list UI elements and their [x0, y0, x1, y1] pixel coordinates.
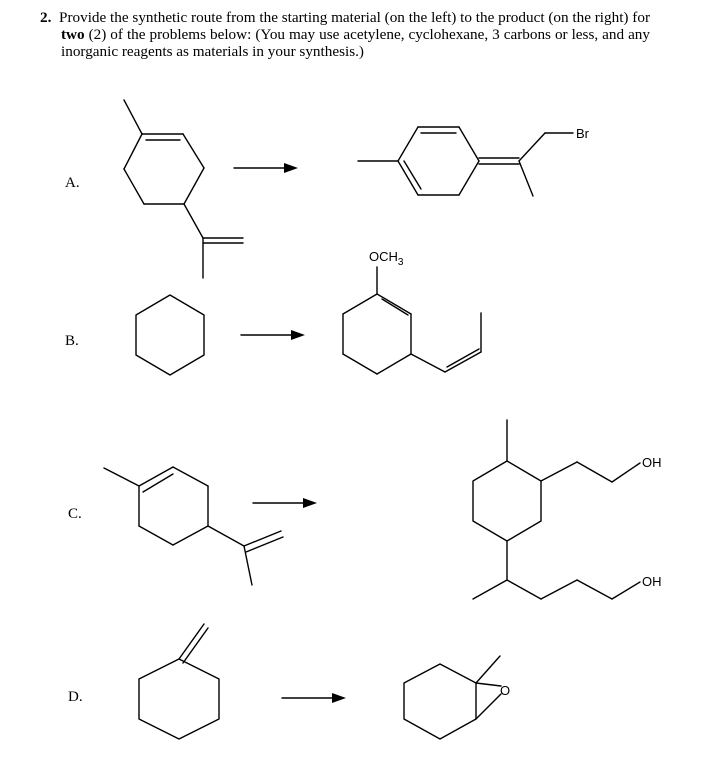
product-c-oh-label-bottom: OH [642, 574, 662, 589]
product-a-br-label: Br [576, 126, 589, 141]
product-b-methoxy-label: $OCH_3$ [369, 249, 404, 268]
problem-b-starting-material [136, 295, 204, 375]
problem-a-arrow [234, 163, 298, 173]
problem-c-product [473, 420, 662, 599]
question-number: 2. [40, 9, 52, 26]
question-text-part1: Provide the synthetic route from the starting material (on the left) to the product (on the right) for [59, 9, 650, 26]
product-c-oh-label-top: OH [642, 455, 662, 470]
problem-label-a: A. [65, 175, 80, 191]
problem-d-starting-material [139, 624, 219, 739]
problem-d-product [404, 656, 510, 739]
problem-c-starting-material [104, 467, 283, 585]
question-bold-word: two [61, 26, 85, 43]
problem-d-arrow [282, 693, 346, 703]
problem-label-d: D. [68, 689, 83, 705]
problem-b-arrow [241, 330, 305, 340]
problem-a-product [358, 126, 590, 196]
problem-c-arrow [253, 498, 317, 508]
problem-a-starting-material [124, 100, 243, 278]
problem-label-c: C. [68, 506, 82, 522]
problem-label-b: B. [65, 333, 79, 349]
question-text-part2: (2) of the problems below: (You may use acetylene, cyclohexane, 3 carbons or less, and any inorganic reagents as materials in your synthesis.) [61, 26, 650, 60]
product-d-epoxide-oxygen: O [500, 683, 511, 698]
problem-b-product [343, 249, 481, 374]
